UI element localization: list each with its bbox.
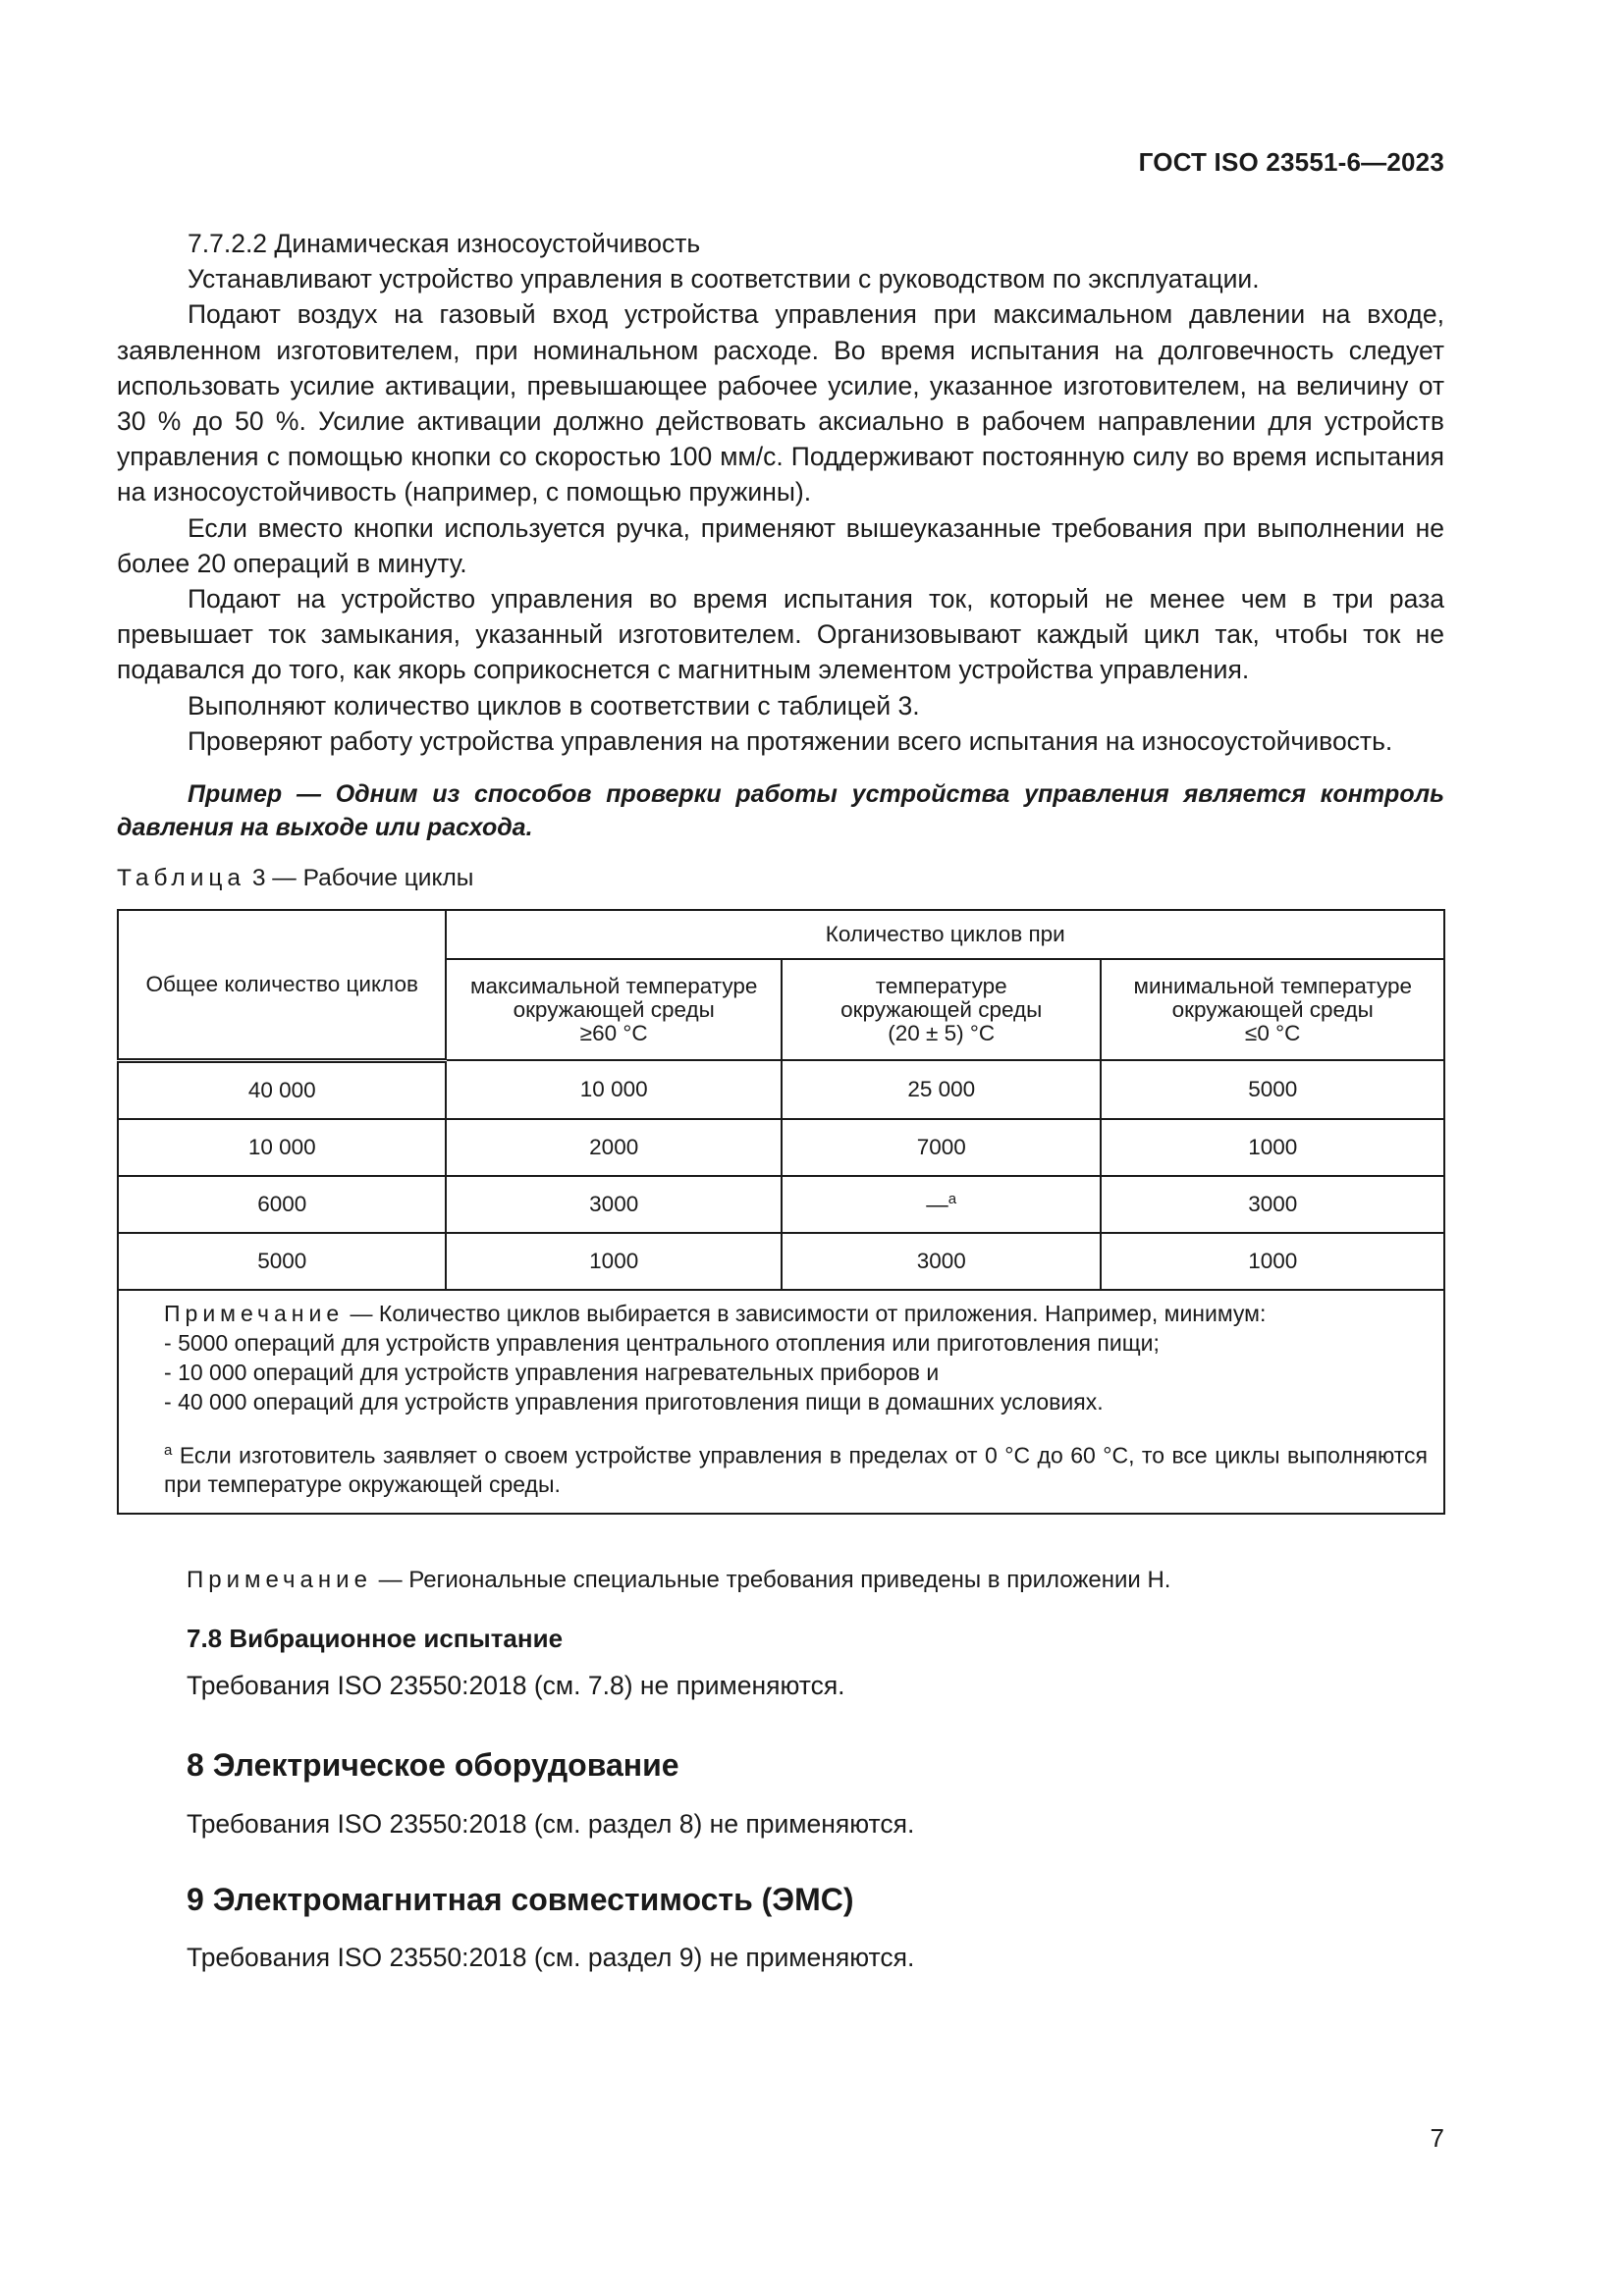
note-text: — Региональные специальные требования приведены в приложении H. (371, 1567, 1171, 1593)
table-row (118, 1060, 1444, 1119)
cell: 1000 (1101, 1119, 1444, 1176)
header-line: окружающей среды (1171, 996, 1374, 1022)
header-line: (20 ± 5) °C (888, 1020, 996, 1045)
header-line: минимальной температуре (1133, 973, 1412, 998)
header-line: ≤0 °C (1245, 1020, 1301, 1045)
note-item: - 10 000 операций для устройств управления нагревательных приборов и (164, 1359, 940, 1385)
header-line: максимальной температуре (470, 973, 758, 998)
cell: 5000 (1101, 1060, 1444, 1119)
header-min-temp (1101, 959, 1444, 1060)
table-row (118, 1233, 1444, 1290)
note-item: - 5000 операций для устройств управления центрального отопления или приготовления пищи; (164, 1329, 1160, 1356)
paragraph: Выполняют количество циклов в соответствии с таблицей 3. (188, 690, 920, 721)
section-9-text: Требования ISO 23550:2018 (см. раздел 9) не применяются. (187, 1943, 915, 1972)
cell: 6000 (118, 1176, 446, 1233)
note-label: Примечание (187, 1567, 372, 1593)
regional-note (187, 1567, 1170, 1594)
table-note (135, 1299, 1428, 1328)
cell-dash (782, 1176, 1102, 1233)
section-9-title: 9 Электромагнитная совместимость (ЭМС) (187, 1882, 854, 1917)
cell: 25 000 (782, 1060, 1102, 1119)
table-row (118, 1119, 1444, 1176)
table-caption-title: 3 — Рабочие циклы (245, 865, 474, 891)
note-item: - 40 000 операций для устройств управления приготовления пищи в домашних условиях. (164, 1388, 1104, 1415)
header-line: температуре (875, 973, 1007, 998)
section-8-text: Требования ISO 23550:2018 (см. раздел 8) не применяются. (187, 1809, 915, 1839)
clause-heading: 7.7.2.2 Динамическая износоустойчивость (188, 229, 701, 258)
document-code: ГОСТ ISO 23551-6—2023 (1138, 147, 1444, 177)
section-8-title: 8 Электрическое оборудование (187, 1747, 679, 1783)
note-item-text: 40 000 операций для устройств управления приготовления пищи в домашних условиях. (178, 1388, 1104, 1415)
table-note-cell (118, 1290, 1444, 1515)
table-caption-label: Таблица (117, 865, 246, 891)
paragraph: Подают на устройство управления во время испытания ток, который не менее чем в три раза превышает ток замыкания, указанный изготовителем. Организовывают каждый цикл так, чтобы ток не подавался до того, как якорь соприкоснется с магнитным элементом устройства управления. (117, 584, 1444, 685)
body-text (117, 226, 1444, 759)
cycles-table (117, 909, 1445, 1515)
footnote-text: Если изготовитель заявляет о своем устройстве управления в пределах от 0 °C до 60 °C, то все циклы выполняются при температуре окружающей среды. (164, 1442, 1428, 1498)
footnote-ref: a (947, 1190, 957, 1207)
paragraph: Подают воздух на газовый вход устройства управления при максимальном давлении на входе, заявленном изготовителем, при номинальном расходе. Во время испытания на долговечность следует использовать усилие активации, превышающее рабочее усилие, указанное изготовителем, на величину от 30 % до 50 %. Усилие активации должно действовать аксиально в рабочем направлении для устройств управления с помощью кнопки со скоростью 100 мм/с. Поддерживают постоянную силу во время испытания на износоустойчивость (например, с помощью пружины). (117, 299, 1444, 507)
dash-value: — (926, 1192, 948, 1217)
table-caption (117, 865, 473, 892)
section-7-8-text: Требования ISO 23550:2018 (см. 7.8) не применяются. (187, 1671, 845, 1700)
paragraph: Устанавливают устройство управления в соответствии с руководством по эксплуатации. (188, 264, 1260, 294)
example-text: Пример — Одним из способов проверки работы устройства управления является контроль давления на выходе или расхода. (117, 780, 1444, 841)
cell: 3000 (446, 1176, 782, 1233)
cell: 1000 (446, 1233, 782, 1290)
section-7-8-title: 7.8 Вибрационное испытание (187, 1624, 564, 1653)
footnote-mark: a (164, 1441, 173, 1459)
note-intro: — Количество циклов выбирается в зависимости от приложения. Например, минимум: (344, 1300, 1267, 1326)
paragraph: Проверяют работу устройства управления на протяжении всего испытания на износоустойчивость. (188, 725, 1393, 756)
page-number: 7 (1430, 2123, 1444, 2153)
cell: 3000 (782, 1233, 1102, 1290)
paragraph: Если вместо кнопки используется ручка, применяют вышеуказанные требования при выполнении не более 20 операций в минуту. (117, 512, 1444, 578)
table-row (118, 1176, 1444, 1233)
note-label: Примечание (164, 1300, 345, 1326)
cell: 1000 (1101, 1233, 1444, 1290)
header-group: Количество циклов при (446, 910, 1444, 959)
cell: 40 000 (118, 1060, 446, 1119)
header-line: окружающей среды (513, 996, 715, 1022)
header-line: ≥60 °C (579, 1020, 648, 1045)
header-normal-temp (782, 959, 1102, 1060)
note-item-text: 5000 операций для устройств управления центрального отопления или приготовления пищи; (178, 1329, 1160, 1356)
header-total-cycles: Общее количество циклов (118, 910, 446, 1060)
cell: 2000 (446, 1119, 782, 1176)
cell: 10 000 (446, 1060, 782, 1119)
cell: 3000 (1101, 1176, 1444, 1233)
header-max-temp (446, 959, 782, 1060)
cell: 10 000 (118, 1119, 446, 1176)
note-item-text: 10 000 операций для устройств управления нагревательных приборов и (178, 1359, 940, 1385)
cell: 7000 (782, 1119, 1102, 1176)
table-footnote (135, 1436, 1428, 1500)
header-line: окружающей среды (840, 996, 1043, 1022)
cell: 5000 (118, 1233, 446, 1290)
